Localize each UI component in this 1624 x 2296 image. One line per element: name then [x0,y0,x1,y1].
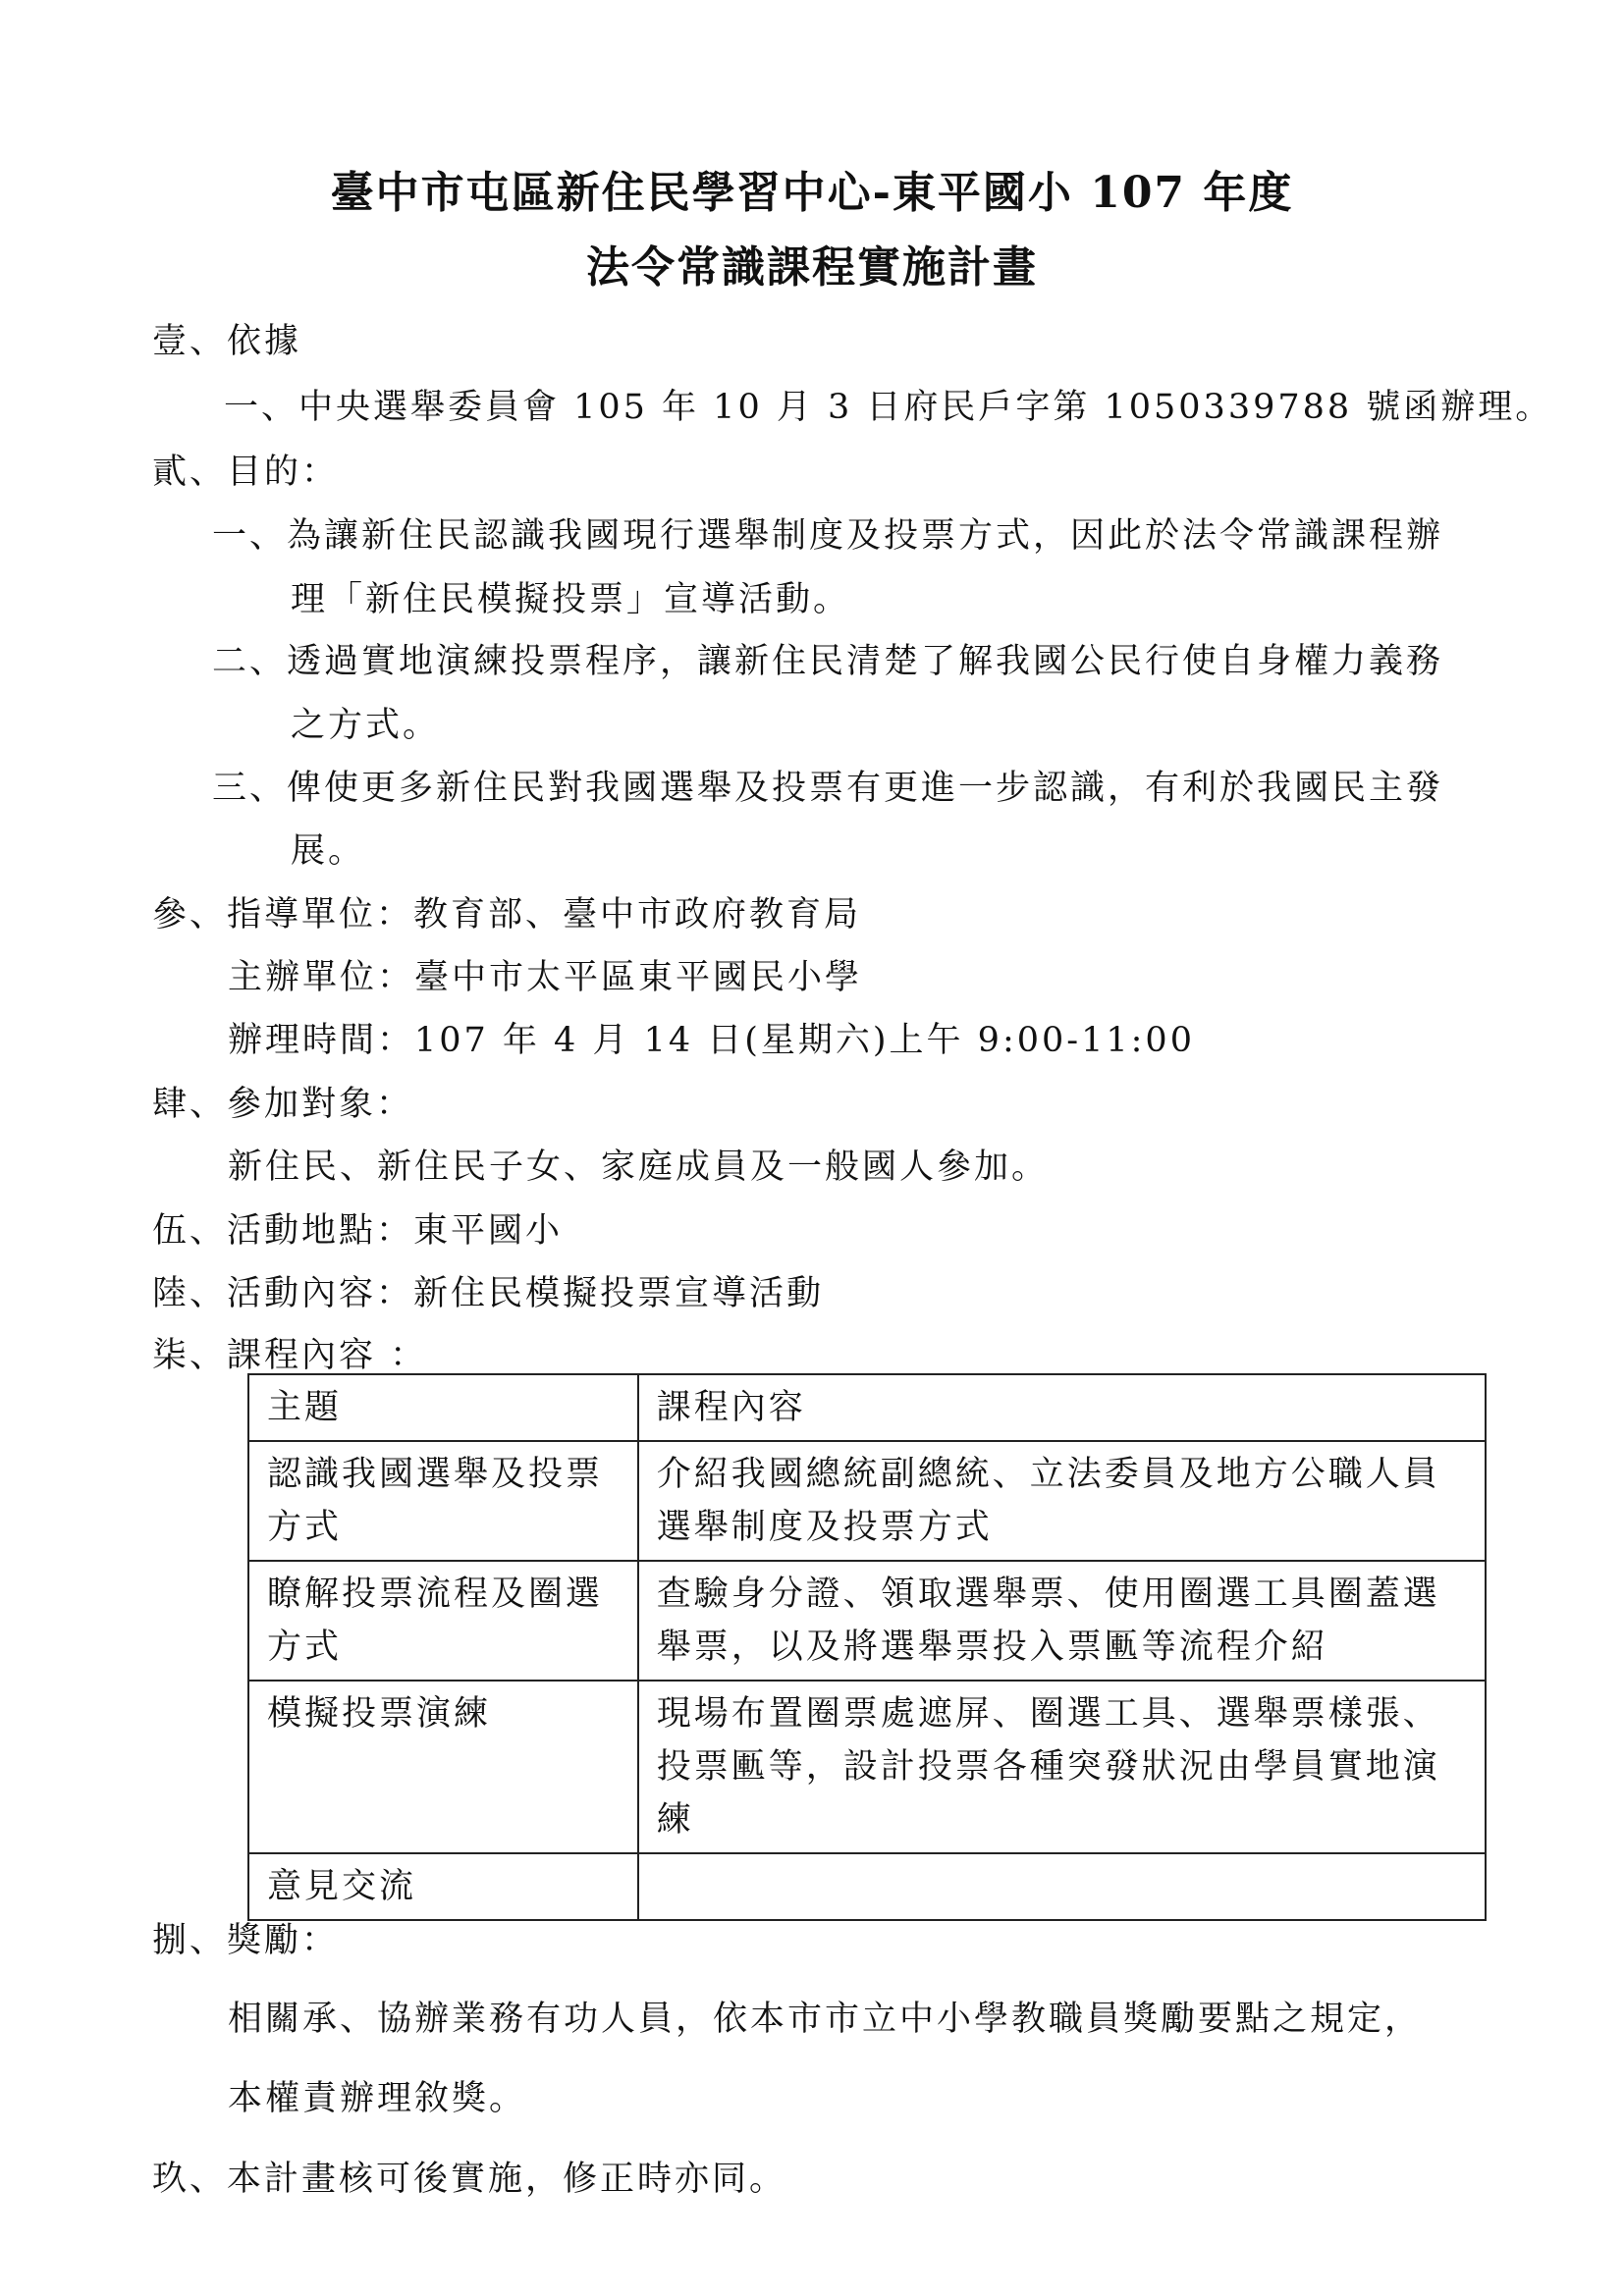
section2-item3-line2: 展。 [291,831,366,871]
table-cell-content: 介紹我國總統副總統、立法委員及地方公職人員 選舉制度及投票方式 [656,1455,1440,1547]
table-header-content: 課程內容 [638,1374,1486,1441]
document-title-line2: 法令常識課程實施計畫 [586,242,1038,293]
section3-line1: 參、指導單位：教育部、臺中市政府教育局 [152,895,862,934]
table-header-topic: 主題 [248,1374,638,1441]
section8-body-line2: 本權責辦理敘獎。 [228,2079,527,2118]
document-title-line1: 臺中市屯區新住民學習中心-東平國小 107 年度 [330,168,1294,218]
table-header-row [248,1374,1486,1441]
section8-body-line1: 相關承、協辦業務有功人員，依本市市立中小學教職員獎勵要點之規定， [228,2000,1423,2039]
section2-item1-line1: 一、為讓新住民認識我國現行選舉制度及投票方式，因此於法令常識課程辦 [212,516,1444,556]
table-cell-topic: 意見交流 [267,1867,417,1906]
section3-line2: 主辦單位：臺中市太平區東平國民小學 [228,958,863,997]
table-cell-content: 查驗身分證、領取選舉票、使用圈選工具圈蓋選 舉票，以及將選舉票投入票匭等流程介紹 [656,1575,1440,1667]
section9-line: 玖、本計畫核可後實施，修正時亦同。 [152,2160,787,2199]
section3-line3: 辦理時間：107 年 4 月 14 日(星期六)上午 9:00-11:00 [228,1021,1195,1060]
table-row [248,1561,1486,1681]
section2-item2-line1: 二、透過實地演練投票程序，讓新住民清楚了解我國公民行使自身權力義務 [212,642,1444,681]
section1-heading: 壹、依據 [152,322,302,361]
table-cell-topic: 認識我國選舉及投票 方式 [267,1455,604,1547]
section2-item2-line2: 之方式。 [291,706,441,745]
course-table [247,1373,1487,1921]
section2-item3-line1: 三、俾使更多新住民對我國選舉及投票有更進一步認識，有利於我國民主發 [212,769,1444,808]
section4-body: 新住民、新住民子女、家庭成員及一般國人參加。 [228,1148,1050,1187]
section4-heading: 肆、參加對象： [152,1085,414,1124]
section6-line: 陸、活動內容：新住民模擬投票宣導活動 [152,1274,825,1313]
section2-item1-line2: 理「新住民模擬投票」宣導活動。 [291,580,851,619]
section7-heading: 柒、課程內容 ： [152,1336,428,1375]
table-cell-topic: 瞭解投票流程及圈選 方式 [267,1575,604,1667]
table-row [248,1681,1486,1853]
table-cell-content: 現場布置圈票處遮屏、圈選工具、選舉票樣張、 投票匭等，設計投票各種突發狀況由學員實地演 練 [656,1694,1440,1840]
section8-heading: 捌、獎勵： [152,1921,340,1960]
section1-item1: 一、中央選舉委員會 105 年 10 月 3 日府民戶字第 1050339788 號函辦理。 [224,388,1553,427]
table-row [248,1853,1486,1920]
section2-heading: 貳、目的： [152,453,340,492]
table-row [248,1441,1486,1561]
section5-line: 伍、活動地點：東平國小 [152,1211,564,1251]
table-cell-topic: 模擬投票演練 [267,1694,492,1734]
